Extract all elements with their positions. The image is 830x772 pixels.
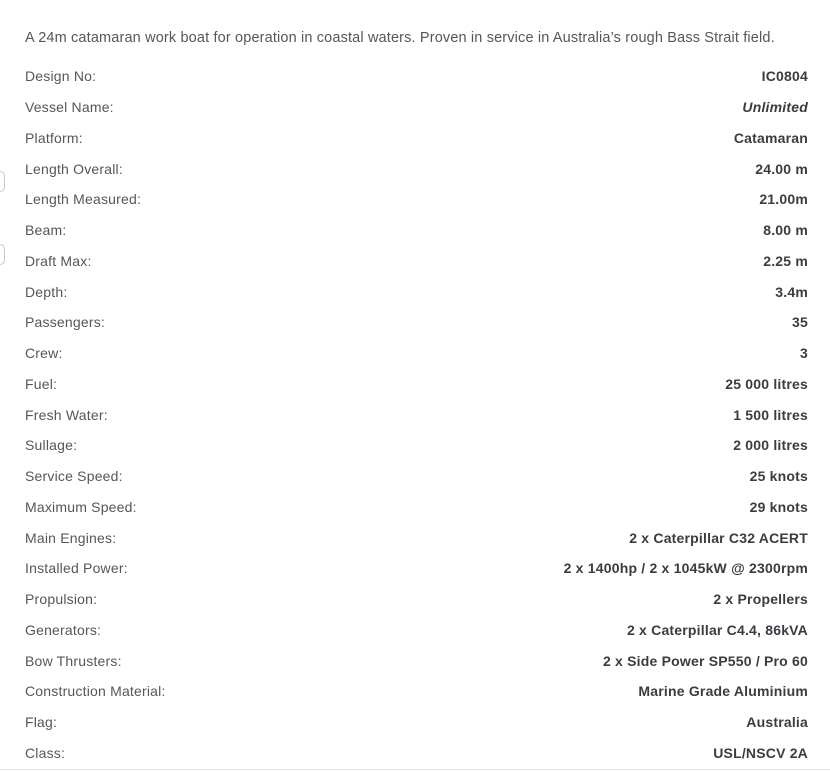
spec-row	[25, 615, 808, 646]
spec-label: Fresh Water:	[25, 406, 108, 423]
spec-row	[25, 61, 808, 92]
spec-label: Class:	[25, 744, 66, 761]
spec-label: Vessel Name:	[25, 99, 114, 116]
spec-value: 25 knots	[749, 468, 808, 485]
spec-row	[25, 215, 808, 246]
spec-value: 3	[800, 345, 808, 362]
spec-value: 21.00m	[759, 191, 808, 208]
spec-value: 29 knots	[749, 498, 808, 515]
clipped-edge-button-2[interactable]	[0, 244, 5, 265]
spec-row	[25, 276, 808, 307]
spec-row	[25, 738, 808, 769]
spec-label: Design No:	[25, 68, 97, 85]
spec-row	[25, 461, 808, 492]
spec-value: 24.00 m	[755, 160, 808, 177]
spec-row	[25, 92, 808, 123]
spec-label: Generators:	[25, 621, 102, 638]
spec-label: Crew:	[25, 345, 63, 362]
spec-value: 2 x Side Power SP550 / Pro 60	[602, 652, 808, 669]
spec-value: Catamaran	[733, 129, 808, 146]
spec-value: 1 500 litres	[733, 406, 808, 423]
spec-value: 35	[792, 314, 808, 331]
spec-label: Depth:	[25, 283, 68, 300]
spec-value: 25 000 litres	[725, 375, 808, 392]
spec-value: Marine Grade Aluminium	[638, 683, 808, 700]
spec-row	[25, 553, 808, 584]
spec-label: Platform:	[25, 129, 83, 146]
spec-value: 2 x 1400hp / 2 x 1045kW @ 2300rpm	[563, 560, 808, 577]
spec-row	[25, 584, 808, 615]
spec-row	[25, 123, 808, 154]
spec-row	[25, 338, 808, 369]
spec-label: Flag:	[25, 714, 58, 731]
spec-row	[25, 307, 808, 338]
spec-label: Propulsion:	[25, 591, 98, 608]
spec-row	[25, 153, 808, 184]
spec-row	[25, 369, 808, 400]
spec-value: IC0804	[761, 68, 808, 85]
spec-value: 2 x Caterpillar C32 ACERT	[629, 529, 808, 546]
spec-label: Beam:	[25, 222, 67, 239]
spec-label: Construction Material:	[25, 683, 166, 700]
spec-value: Unlimited	[742, 99, 808, 116]
spec-value: 2 000 litres	[733, 437, 808, 454]
spec-value: Australia	[746, 714, 808, 731]
spec-row	[25, 184, 808, 215]
spec-value: 8.00 m	[763, 222, 808, 239]
clipped-edge-button-1[interactable]	[0, 171, 5, 192]
vessel-description: A 24m catamaran work boat for operation in coastal waters. Proven in service in Australia’s rough Bass Strait field.	[25, 29, 775, 46]
spec-row	[25, 645, 808, 676]
spec-label: Draft Max:	[25, 252, 92, 269]
spec-label: Service Speed:	[25, 468, 123, 485]
spec-row	[25, 399, 808, 430]
bottom-divider	[0, 769, 830, 770]
spec-value: 2.25 m	[763, 252, 808, 269]
spec-list	[25, 61, 808, 768]
spec-row	[25, 707, 808, 738]
spec-row	[25, 522, 808, 553]
spec-row	[25, 492, 808, 523]
spec-value: 3.4m	[775, 283, 808, 300]
spec-value: 2 x Propellers	[713, 591, 808, 608]
spec-row	[25, 676, 808, 707]
spec-label: Maximum Speed:	[25, 498, 137, 515]
spec-label: Sullage:	[25, 437, 78, 454]
spec-label: Fuel:	[25, 375, 58, 392]
spec-label: Length Measured:	[25, 191, 142, 208]
spec-label: Length Overall:	[25, 160, 123, 177]
spec-label: Passengers:	[25, 314, 106, 331]
spec-value: USL/NSCV 2A	[713, 744, 808, 761]
spec-value: 2 x Caterpillar C4.4, 86kVA	[626, 621, 808, 638]
spec-label: Main Engines:	[25, 529, 117, 546]
spec-label: Installed Power:	[25, 560, 128, 577]
spec-row	[25, 430, 808, 461]
spec-row	[25, 246, 808, 277]
spec-label: Bow Thrusters:	[25, 652, 122, 669]
